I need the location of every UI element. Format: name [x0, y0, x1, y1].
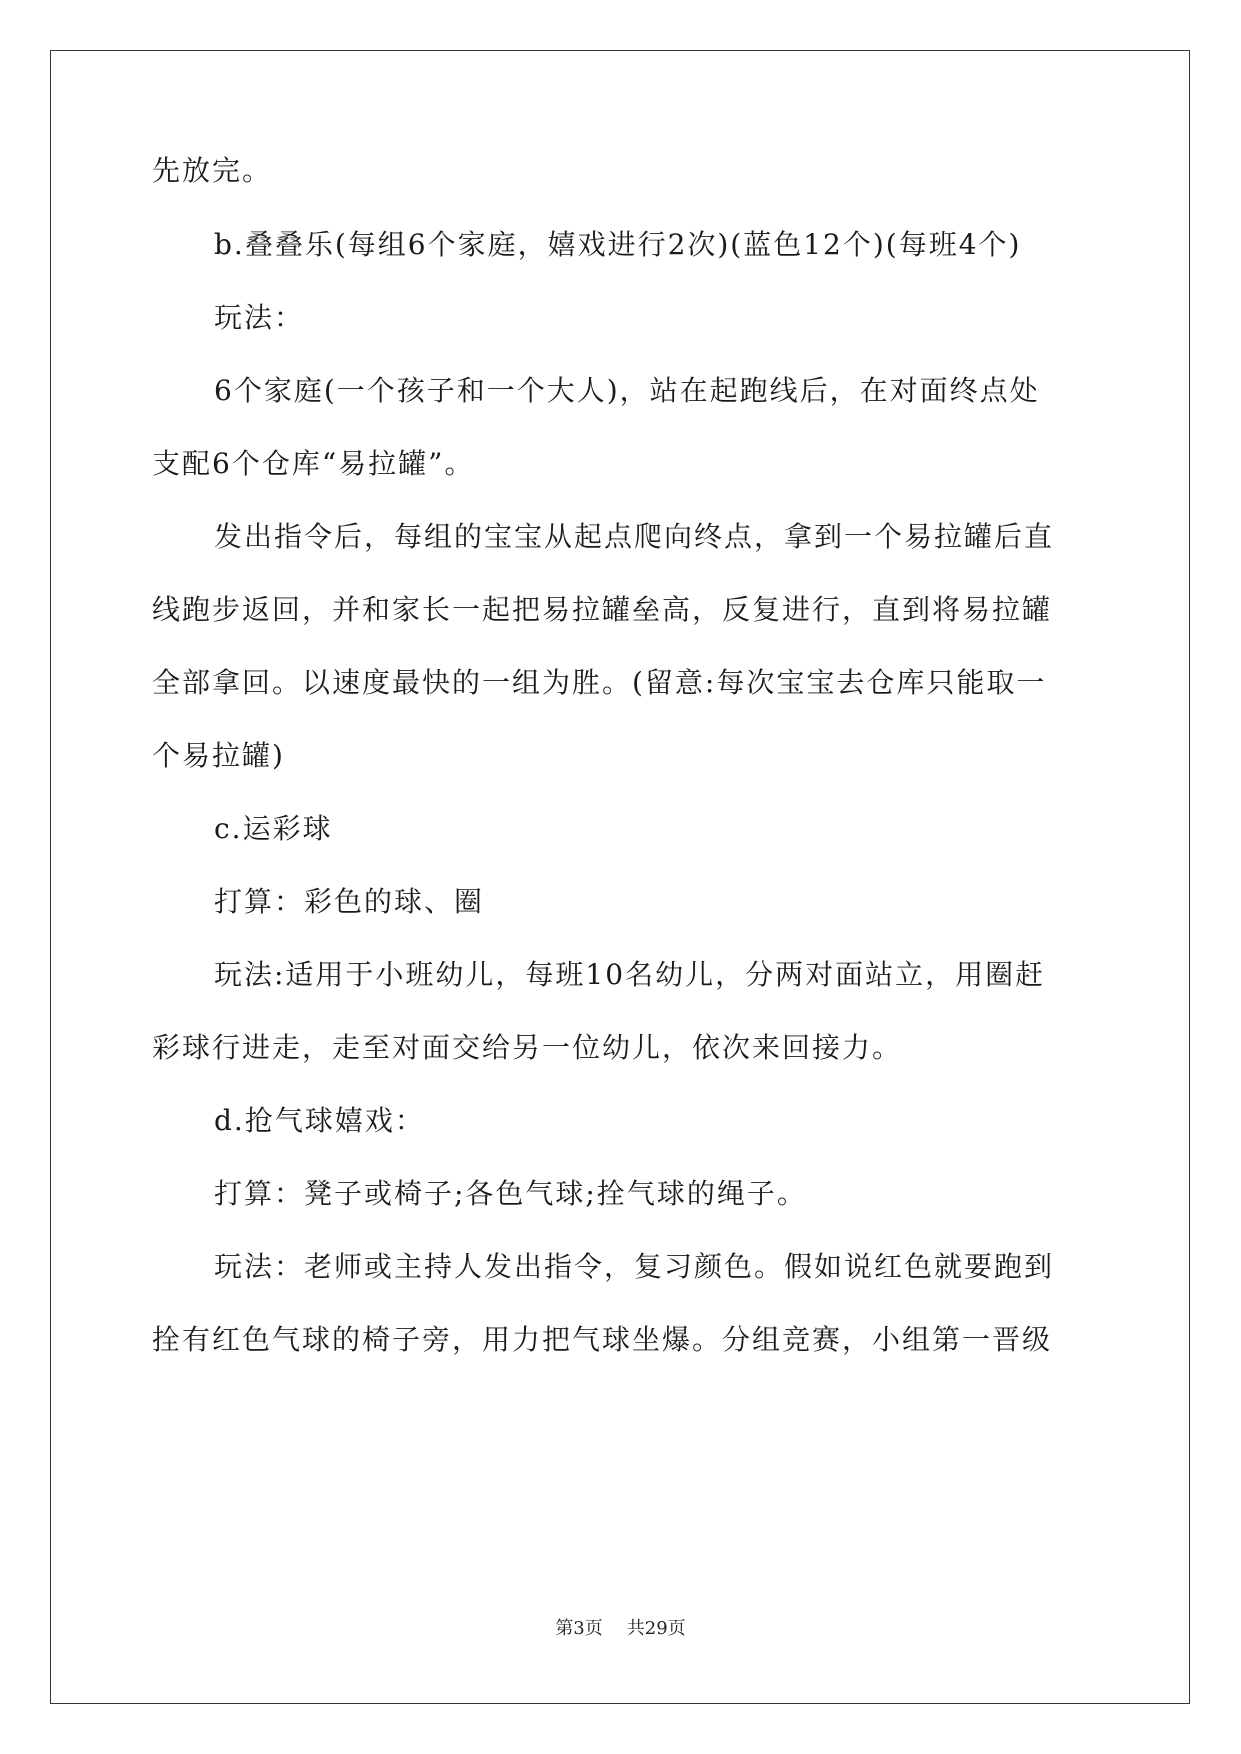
- text-line: 全部拿回。以速度最快的一组为胜。(留意:每次宝宝去仓库只能取一: [152, 666, 1047, 699]
- text-line: 个易拉罐): [152, 739, 285, 772]
- page-total: 共29页: [626, 1618, 686, 1639]
- text-line: 先放完。: [152, 154, 273, 187]
- text-line: 拴有红色气球的椅子旁，用力把气球坐爆。分组竞赛，小组第一晋级: [152, 1323, 1053, 1356]
- text-line: 打算：彩色的球、圈: [214, 885, 485, 918]
- text-line: 发出指令后，每组的宝宝从起点爬向终点，拿到一个易拉罐后直: [214, 520, 1055, 553]
- text-line: 玩法：老师或主持人发出指令，复习颜色。假如说红色就要跑到: [214, 1250, 1055, 1283]
- text-line: 打算：凳子或椅子;各色气球;拴气球的绳子。: [214, 1177, 807, 1210]
- text-line: 支配6个仓库“易拉罐”。: [152, 447, 475, 480]
- page-number: 第3页: [555, 1618, 603, 1639]
- text-line: 6个家庭(一个孩子和一个大人)，站在起跑线后，在对面终点处: [214, 374, 1040, 407]
- text-line: 玩法：: [214, 301, 305, 334]
- text-line: d.抢气球嬉戏：: [214, 1104, 425, 1137]
- text-line: 线跑步返回，并和家长一起把易拉罐垒高，反复进行，直到将易拉罐: [152, 593, 1053, 626]
- text-line: c.运彩球: [214, 812, 333, 845]
- page-footer: [0, 1617, 1241, 1641]
- text-line: b.叠叠乐(每组6个家庭，嬉戏进行2次)(蓝色12个)(每班4个): [214, 228, 1022, 261]
- text-line: 彩球行进走，走至对面交给另一位幼儿，依次来回接力。: [152, 1031, 903, 1064]
- text-line: 玩法:适用于小班幼儿，每班10名幼儿，分两对面站立，用圈赶: [214, 958, 1046, 991]
